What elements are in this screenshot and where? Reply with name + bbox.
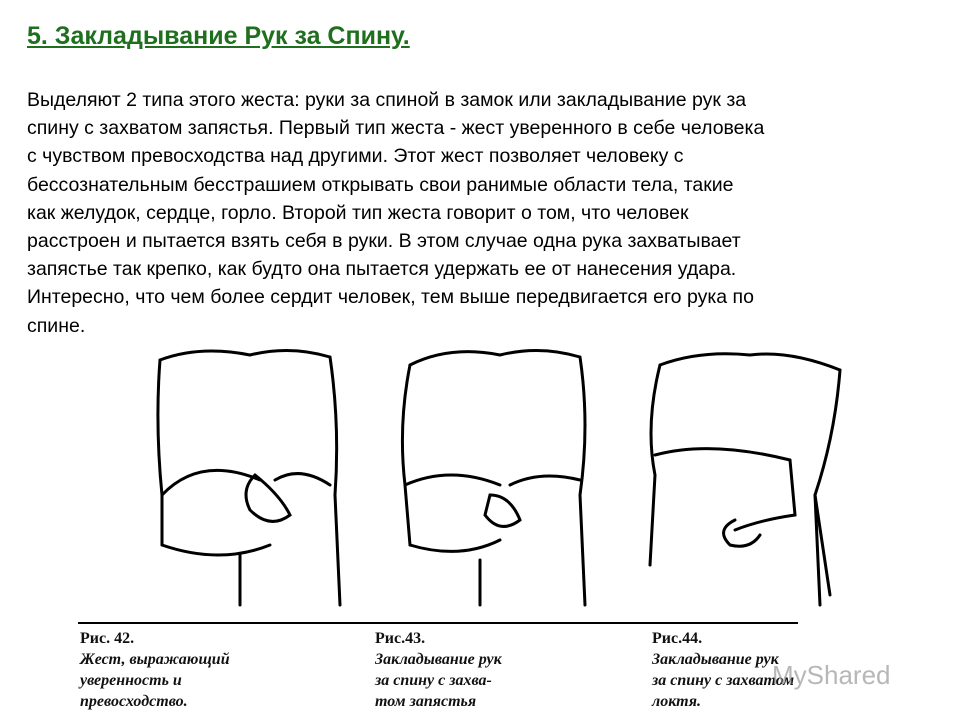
caption-line: Закладывание рук xyxy=(375,651,502,668)
caption-line: за спину с захватом xyxy=(652,672,795,689)
body-line: как желудок, сердце, горло. Второй тип жеста говорит о том, что человек xyxy=(27,201,689,224)
body-line: с чувством превосходства над другими. Этот жест позволяет человеку с xyxy=(27,145,684,168)
body-line: Выделяют 2 типа этого жеста: руки за спиной в замок или закладывание рук за xyxy=(27,89,747,111)
slide-title: 5. Закладывание Рук за Спину. xyxy=(27,22,410,50)
caption-line: превосходство. xyxy=(80,693,188,710)
caption-number: Рис.44. xyxy=(652,630,703,647)
caption-fig-43 xyxy=(375,628,502,712)
caption-line: уверенность и xyxy=(80,672,182,689)
caption-line: локтя. xyxy=(652,693,701,710)
body-line: спине. xyxy=(27,314,86,337)
figure-44 xyxy=(650,354,840,605)
caption-number: Рис.43. xyxy=(375,630,426,647)
body-line: Интересно, что чем более сердит человек, тем выше передвигается его рука по xyxy=(27,286,754,309)
caption-line: Закладывание рук xyxy=(652,651,779,668)
body-text xyxy=(27,86,947,340)
body-line: расстроен и пытается взять себя в руки. В этом случае одна рука захватывает xyxy=(27,230,741,253)
caption-fig-42 xyxy=(80,628,230,712)
caption-number: Рис. 42. xyxy=(80,630,135,647)
body-line: спину с захватом запястья. Первый тип жеста - жест уверенного в себе человека xyxy=(27,117,765,140)
gesture-illustrations xyxy=(140,345,900,615)
caption-divider xyxy=(78,622,798,624)
figure-42 xyxy=(158,350,340,605)
watermark-logo: MyShared xyxy=(772,660,891,690)
body-line: бессознательным бесстрашием открывать свои ранимые области тела, такие xyxy=(27,173,734,196)
body-line: запястье так крепко, как будто она пытается удержать ее от нанесения удара. xyxy=(27,258,737,281)
caption-line: том запястья xyxy=(375,693,477,710)
figure-43 xyxy=(402,350,585,605)
caption-line: за спину с захва- xyxy=(375,672,492,689)
caption-line: Жест, выражающий xyxy=(80,651,230,668)
